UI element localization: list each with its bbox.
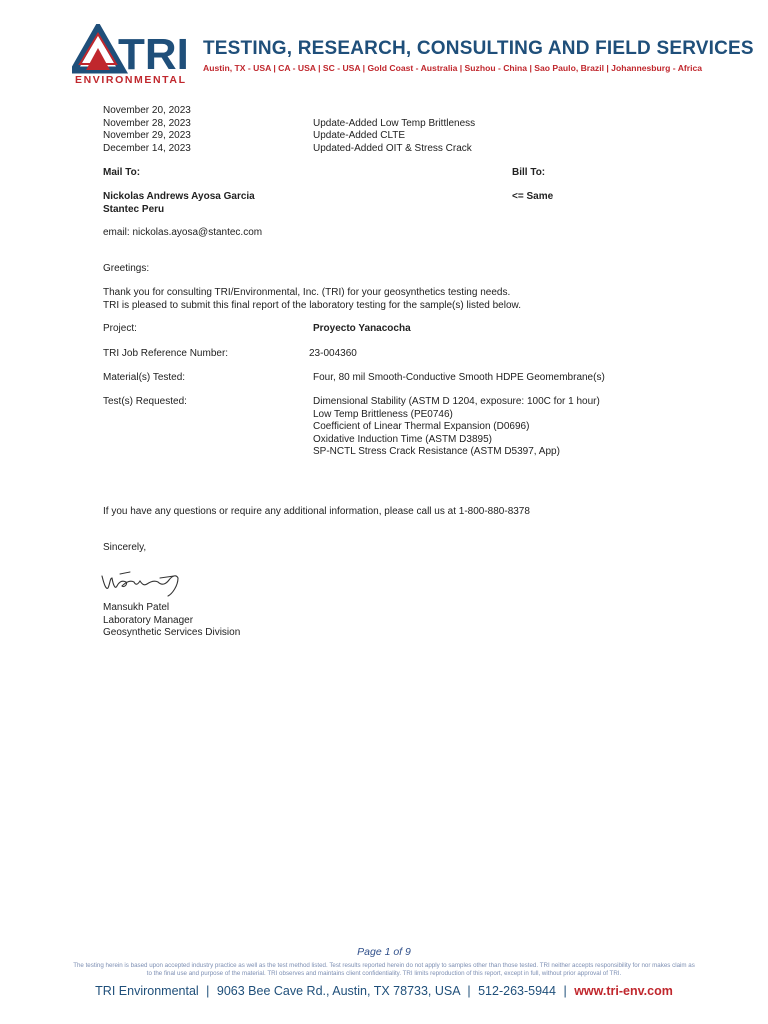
material-label: Material(s) Tested: bbox=[103, 372, 186, 383]
footer-address: 9063 Bee Cave Rd., Austin, TX 78733, USA bbox=[216, 984, 460, 998]
footer-disclaimer: The testing herein is based upon accepted industry practice as well as the test method listed. Test results reported herein do not apply to samples other than those tested. TRI neither accepts responsibility for nor makes claim as to the final use and purpose of the material. TRI observes and maintains client confidentiality. TRI limits reproduction of this report, except in full, without prior approval of TRI. bbox=[73, 962, 695, 977]
project-value: Proyecto Yanacocha bbox=[313, 323, 411, 334]
test-item: Oxidative Induction Time (ASTM D3895) bbox=[313, 433, 492, 445]
greeting: Greetings: bbox=[103, 263, 150, 274]
logo-subtitle: ENVIRONMENTAL bbox=[75, 74, 187, 86]
revision-note: Updated-Added OIT & Stress Crack bbox=[313, 142, 472, 154]
intro-paragraph bbox=[103, 287, 521, 312]
signatory-title: Laboratory Manager bbox=[103, 614, 194, 626]
job-ref-value: 23-004360 bbox=[309, 348, 357, 359]
intro-line: Thank you for consulting TRI/Environmental, Inc. (TRI) for your geosynthetics testing needs. bbox=[103, 287, 511, 298]
footer-contact bbox=[0, 984, 768, 998]
footer-company: TRI Environmental bbox=[95, 984, 199, 998]
signatory-division: Geosynthetic Services Division bbox=[103, 627, 241, 638]
bill-to-value: <= Same bbox=[512, 191, 554, 202]
logo-text: TRI bbox=[118, 30, 189, 74]
footer-separator: | bbox=[563, 984, 567, 998]
revision-dates bbox=[103, 105, 191, 155]
revision-date: November 28, 2023 bbox=[103, 117, 191, 129]
footer-phone: 512-263-5944 bbox=[478, 984, 556, 998]
header-title: TESTING, RESEARCH, CONSULTING AND FIELD SERVICES bbox=[203, 38, 754, 59]
footer-separator: | bbox=[206, 984, 210, 998]
closing: Sincerely, bbox=[103, 542, 147, 553]
test-item: Dimensional Stability (ASTM D 1204, exposure: 100C for 1 hour) bbox=[313, 396, 600, 407]
revision-note: Update-Added Low Temp Brittleness bbox=[313, 117, 476, 129]
job-ref-label: TRI Job Reference Number: bbox=[103, 348, 229, 359]
header-locations: Austin, TX - USA | CA - USA | SC - USA | Gold Coast - Australia | Suzhou - China | Sao Paulo, Brazil | Johannesburg - Africa bbox=[203, 63, 703, 73]
test-item: Low Temp Brittleness (PE0746) bbox=[313, 408, 453, 420]
material-value: Four, 80 mil Smooth-Conductive Smooth HDPE Geomembrane(s) bbox=[313, 372, 605, 383]
mail-to-label: Mail To: bbox=[103, 167, 141, 178]
tri-triangle-icon bbox=[72, 24, 190, 74]
page-number: Page 1 of 9 bbox=[357, 946, 411, 958]
contact-line: If you have any questions or require any additional information, please call us at 1-800-880-8378 bbox=[103, 506, 530, 517]
tests-label: Test(s) Requested: bbox=[103, 396, 187, 407]
recipient-company: Stantec Peru bbox=[103, 203, 165, 215]
intro-line: TRI is pleased to submit this final report of the laboratory testing for the sample(s) listed below. bbox=[103, 299, 521, 311]
bill-to-label: Bill To: bbox=[512, 167, 546, 178]
revision-notes bbox=[313, 118, 475, 156]
project-label: Project: bbox=[103, 323, 137, 334]
revision-date: December 14, 2023 bbox=[103, 142, 191, 154]
test-item: SP-NCTL Stress Crack Resistance (ASTM D5397, App) bbox=[313, 446, 560, 457]
signatory-block bbox=[103, 602, 240, 640]
test-item: Coefficient of Linear Thermal Expansion (D0696) bbox=[313, 421, 530, 432]
tri-logo bbox=[72, 24, 190, 86]
recipient-email: email: nickolas.ayosa@stantec.com bbox=[103, 227, 263, 238]
footer-website-link[interactable]: www.tri-env.com bbox=[574, 984, 673, 998]
recipient-name: Nickolas Andrews Ayosa Garcia bbox=[103, 191, 255, 202]
revision-date: November 29, 2023 bbox=[103, 130, 191, 141]
mail-to-address bbox=[103, 191, 255, 216]
signature-image bbox=[100, 564, 184, 600]
tests-list bbox=[313, 396, 600, 459]
signatory-name: Mansukh Patel bbox=[103, 602, 170, 613]
footer-separator: | bbox=[467, 984, 471, 998]
revision-note: Update-Added CLTE bbox=[313, 130, 406, 141]
revision-date: November 20, 2023 bbox=[103, 105, 191, 116]
